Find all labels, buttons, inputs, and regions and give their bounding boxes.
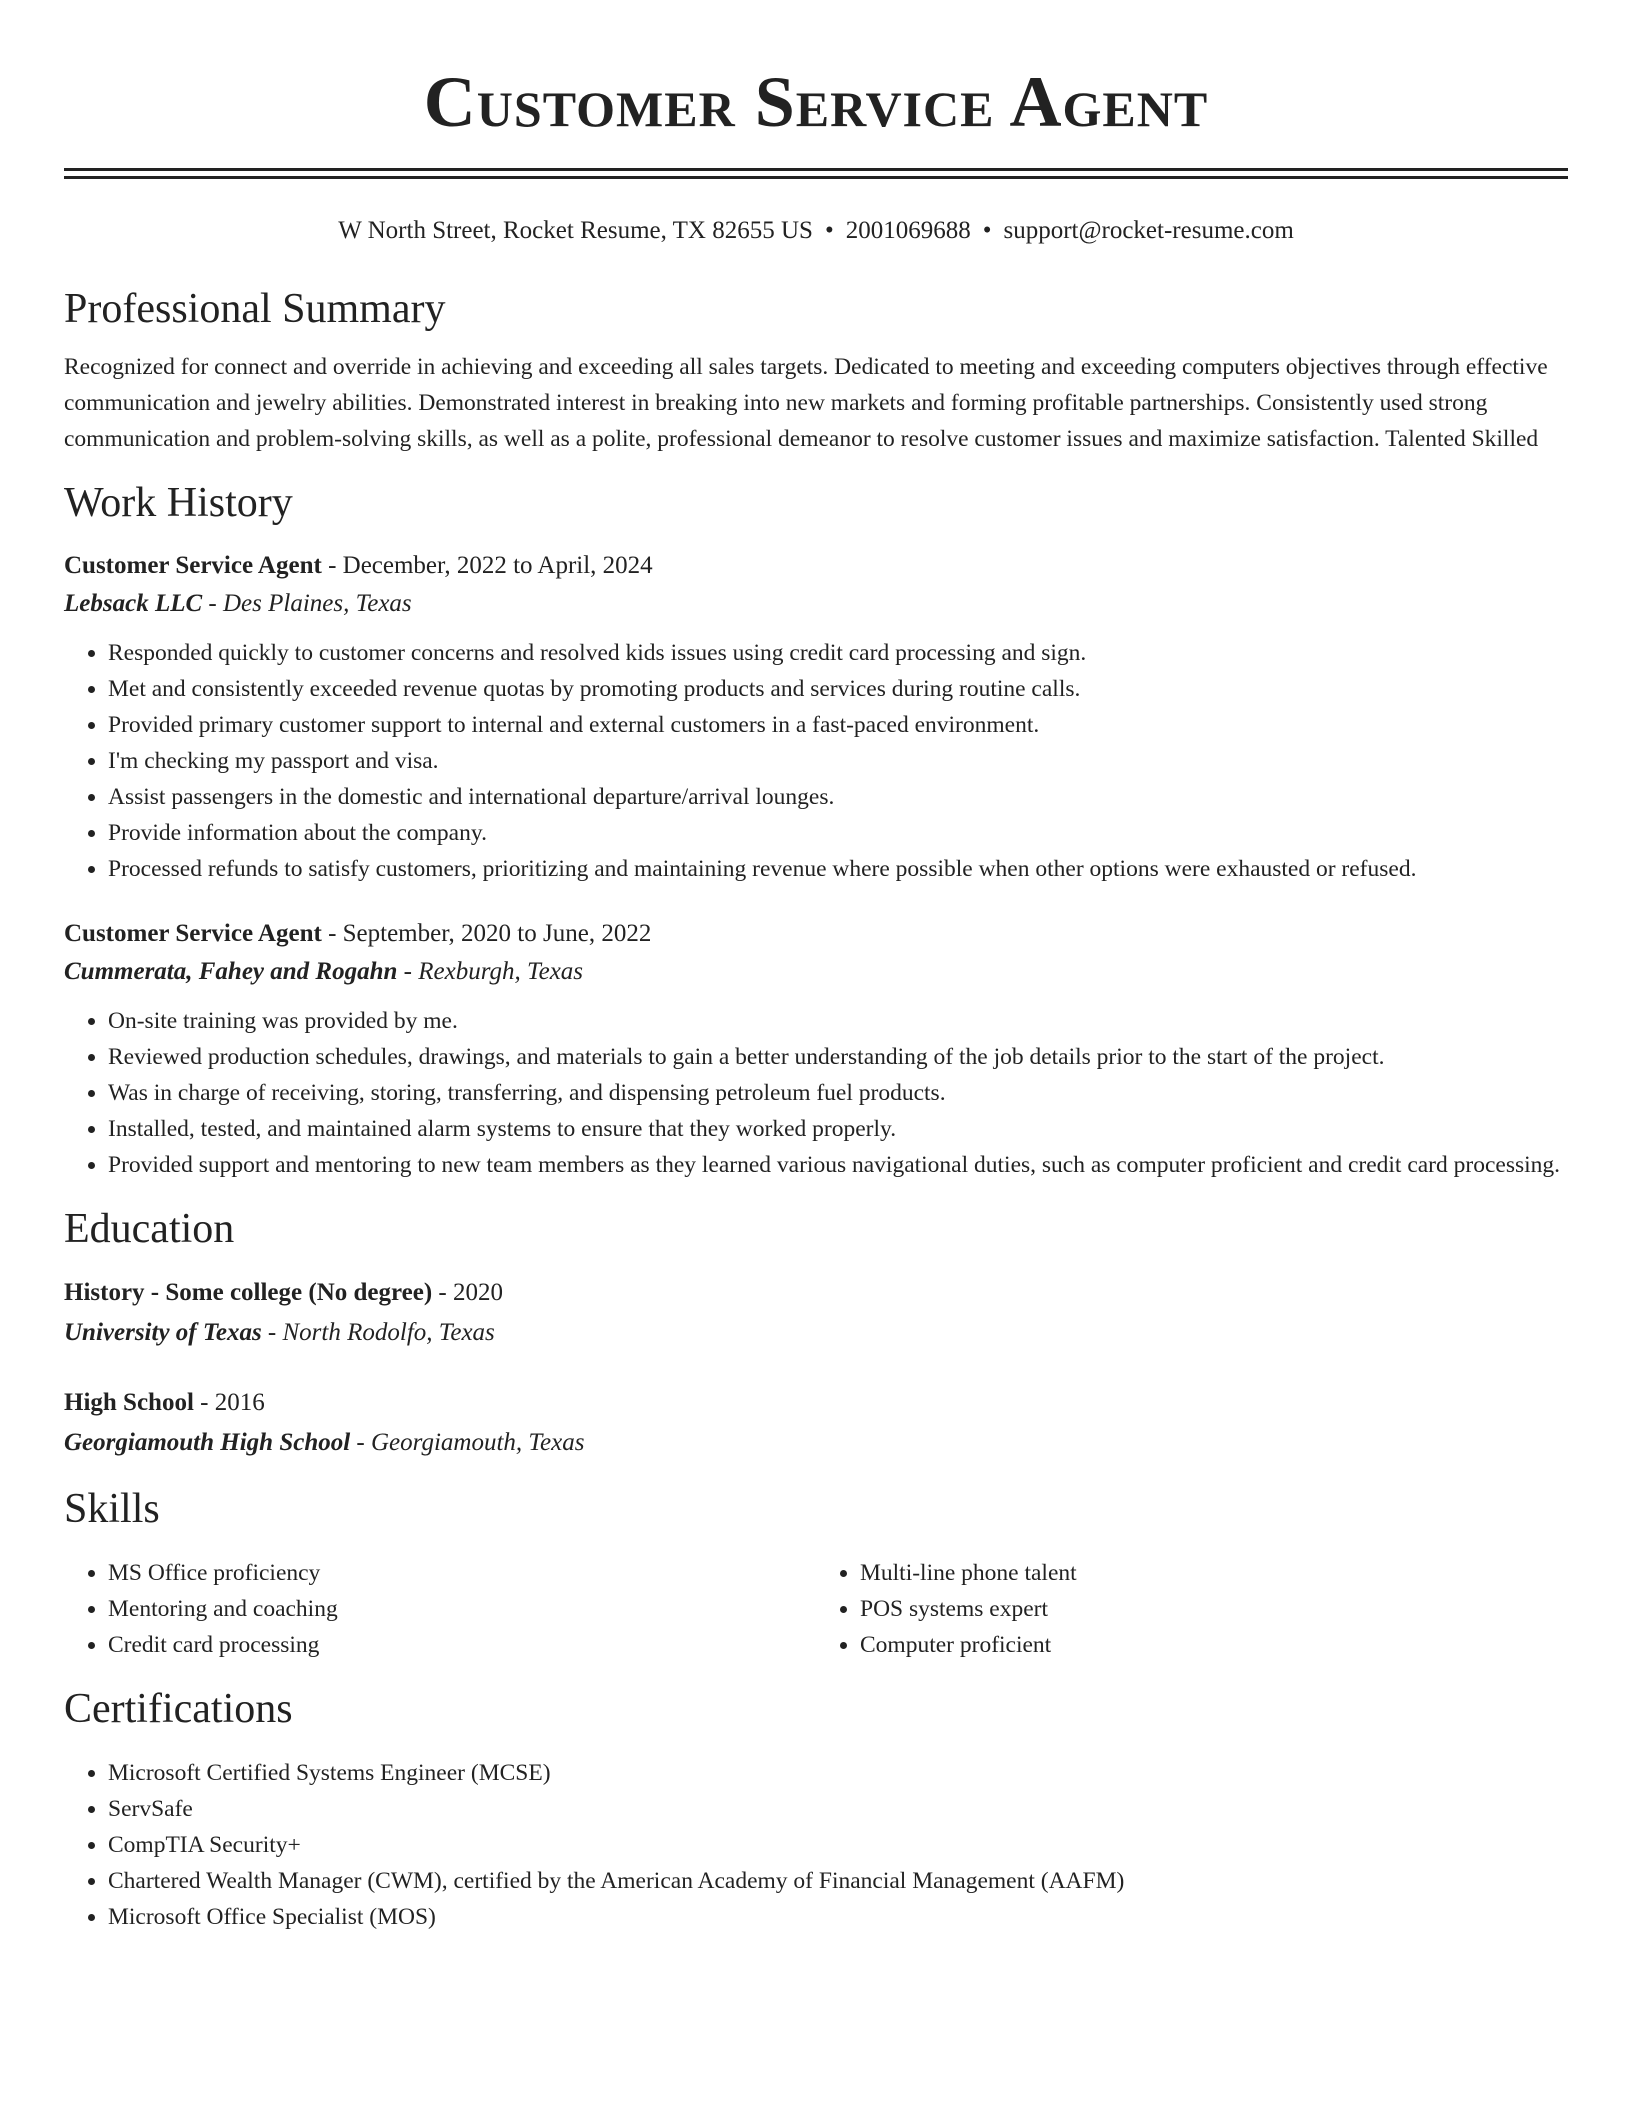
education-heading: Education (64, 1206, 235, 1252)
job-bullets (64, 635, 1568, 887)
certifications-heading: Certifications (64, 1686, 293, 1732)
skills-column-left (64, 1555, 816, 1663)
contact-separator: • (824, 217, 834, 244)
list-item: • Assist passengers in the domestic and international departure/arrival lounges. (108, 779, 1568, 815)
job-dates: - December, 2022 to April, 2024 (321, 552, 653, 579)
contact-separator: • (982, 217, 992, 244)
list-item: • MS Office proficiency (108, 1555, 816, 1591)
list-item: • Was in charge of receiving, storing, transferring, and dispensing petroleum fuel products. (108, 1075, 1568, 1111)
education-degree: High School (64, 1389, 194, 1416)
education-year: - 2016 (193, 1389, 265, 1416)
list-item: • Computer proficient (860, 1627, 1568, 1663)
job-location: - Rexburgh, Texas (397, 958, 584, 985)
job-entry (64, 547, 1568, 887)
education-school: Georgiamouth High School (64, 1429, 351, 1456)
list-item: • Processed refunds to satisfy customers, prioritizing and maintaining revenue where possible when other options were exhausted or refused. (108, 851, 1568, 887)
job-role: Customer Service Agent (64, 552, 322, 579)
contact-email: support@rocket-resume.com (1003, 217, 1294, 244)
list-item: • Multi-line phone talent (860, 1555, 1568, 1591)
resume-name: Customer Service Agent (423, 62, 1209, 142)
work-history-heading: Work History (64, 480, 293, 526)
list-item: • Mentoring and coaching (108, 1591, 816, 1627)
skills-column-right (816, 1555, 1568, 1663)
job-header (64, 547, 1568, 585)
education-entry (64, 1383, 1568, 1463)
education-degree: History - Some college (No degree) (64, 1279, 433, 1306)
job-company: Cummerata, Fahey and Rogahn (64, 958, 398, 985)
list-item: • POS systems expert (860, 1591, 1568, 1627)
job-company: Lebsack LLC (64, 590, 203, 617)
job-header (64, 915, 1568, 953)
education-year: - 2020 (432, 1279, 503, 1306)
list-item: • Provided support and mentoring to new team members as they learned various navigational duties, such as computer proficient and credit card processing. (108, 1147, 1568, 1183)
contact-phone: 2001069688 (845, 217, 971, 244)
education-location: - North Rodolfo, Texas (261, 1319, 495, 1346)
skills-list (64, 1555, 1568, 1663)
summary-text: Recognized for connect and override in achieving and exceeding all sales targets. Dedicated to meeting and exceeding computers objectives through effective communication and jewelry abilities. Demonstrated interest in breaking into new markets and forming profitable partnerships. Consistently used strong communication and problem-solving skills, as well as a polite, professional demeanor to resolve customer issues and maximize satisfaction. Talented Skilled (64, 354, 1548, 452)
list-item: • Met and consistently exceeded revenue quotas by promoting products and services during routine calls. (108, 671, 1568, 707)
list-item: • ServSafe (108, 1791, 1568, 1827)
education-header (64, 1383, 1568, 1423)
education-location: - Georgiamouth, Texas (350, 1429, 585, 1456)
list-item: • Responded quickly to customer concerns and resolved kids issues using credit card processing and sign. (108, 635, 1568, 671)
job-role: Customer Service Agent (64, 920, 322, 947)
list-item: • Chartered Wealth Manager (CWM), certified by the American Academy of Financial Management (AAFM) (108, 1863, 1568, 1899)
list-item: • On-site training was provided by me. (108, 1003, 1568, 1039)
education-entry (64, 1273, 1568, 1353)
list-item: • Microsoft Office Specialist (MOS) (108, 1899, 1568, 1935)
list-item: • Provided primary customer support to internal and external customers in a fast-paced environment. (108, 707, 1568, 743)
job-company-line (64, 953, 1568, 991)
contact-address: W North Street, Rocket Resume, TX 82655 US (338, 217, 813, 244)
list-item: • CompTIA Security+ (108, 1827, 1568, 1863)
education-school-line (64, 1313, 1568, 1353)
list-item: • Reviewed production schedules, drawings, and materials to gain a better understanding of the job details prior to the start of the project. (108, 1039, 1568, 1075)
skills-heading: Skills (64, 1486, 160, 1532)
list-item: • Microsoft Certified Systems Engineer (MCSE) (108, 1755, 1568, 1791)
education-school: University of Texas (64, 1319, 262, 1346)
list-item: • Provide information about the company. (108, 815, 1568, 851)
contact-line (64, 215, 1568, 247)
education-header (64, 1273, 1568, 1313)
list-item: • Credit card processing (108, 1627, 816, 1663)
job-company-line (64, 585, 1568, 623)
certifications-list (64, 1755, 1568, 1935)
list-item: • I'm checking my passport and visa. (108, 743, 1568, 779)
education-school-line (64, 1423, 1568, 1463)
summary-heading: Professional Summary (64, 286, 446, 332)
job-entry (64, 915, 1568, 1183)
header-divider (64, 168, 1568, 179)
job-location: - Des Plaines, Texas (202, 590, 412, 617)
job-bullets (64, 1003, 1568, 1183)
job-dates: - September, 2020 to June, 2022 (321, 920, 652, 947)
list-item: • Installed, tested, and maintained alarm systems to ensure that they worked properly. (108, 1111, 1568, 1147)
